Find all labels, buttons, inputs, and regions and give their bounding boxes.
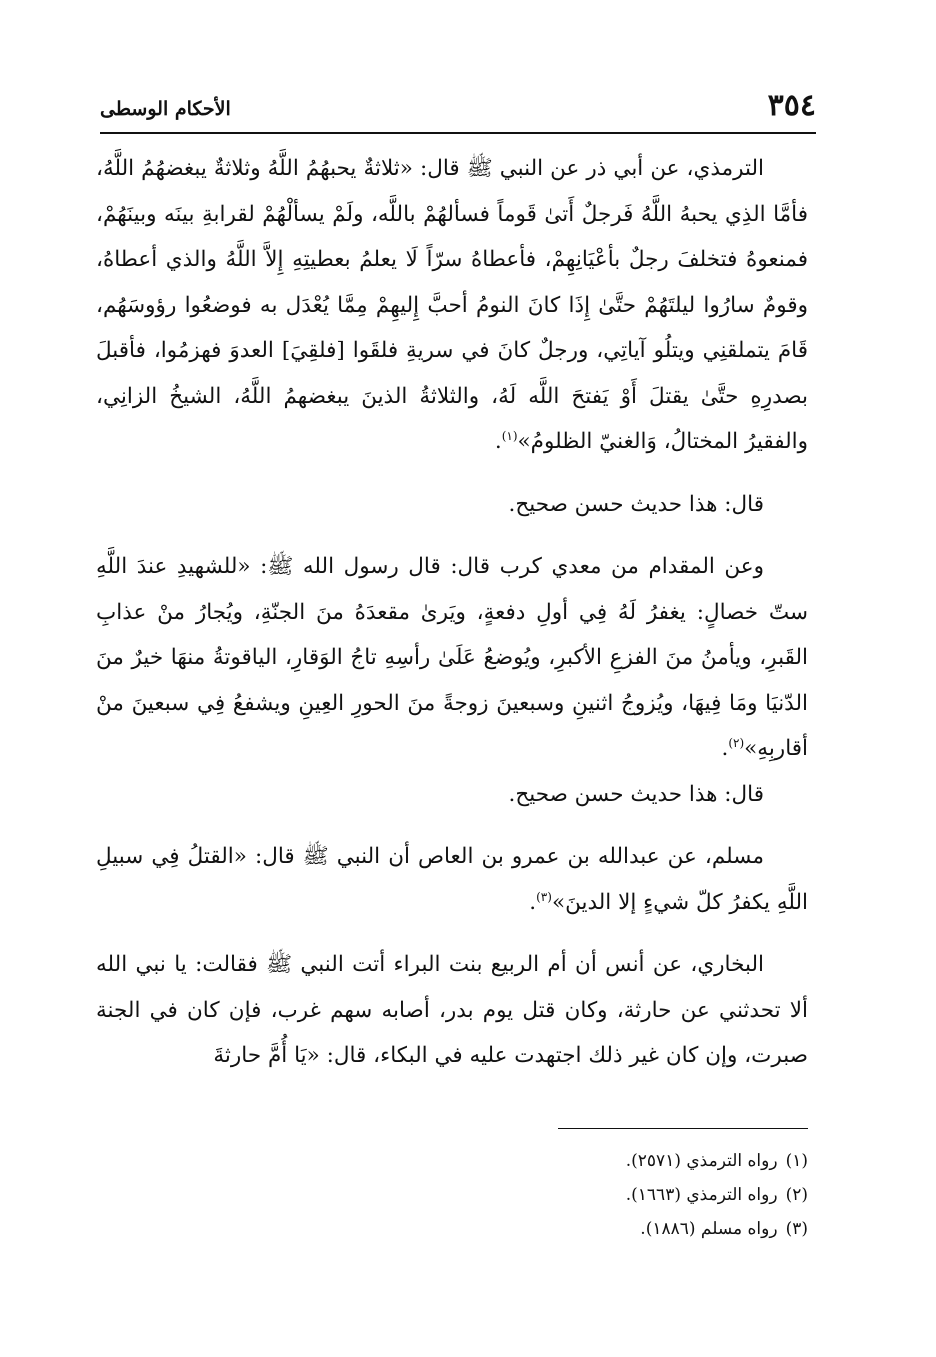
footnote-divider	[558, 1128, 808, 1129]
paragraph-text: قال: هذا حديث حسن صحيح.	[508, 781, 764, 807]
paragraph-text: البخاري، عن أنس أن أم الربيع بنت البراء أتت النبي ﷺ فقالت: يا نبي الله ألا تحدثني عن حارثة، وكان قتل يوم بدر، أصابه سهم غرب، فإن كان في الجنة صبرت، وإن كان غير ذلك اجتهدت عليه في البكاء، قال: «يَا أُمَّ حارثةَ	[96, 952, 808, 1068]
footnote-number: (٣)	[785, 1219, 808, 1239]
footnote-item	[208, 1212, 808, 1246]
footnote-item	[208, 1144, 808, 1178]
paragraph-tirmidhi-hadith: الترمذي، عن أبي ذر عن النبي ﷺ قال: «ثلاثةٌ يحبهُمُ اللَّهُ وثلاثةٌ يبغضهُمُ اللَّهُ، فأمَّا الذِي يحبهُ اللَّهُ فَرجلٌ أَتىٰ قَوماً فسألهُمْ باللَّه، ولَمْ يسألْهُمْ لقرابةِ بينَه وبينَهُمْ، فمنعوهُ فتخلفَ رجلٌ بأعْيَانِهِمْ، فأعطاهُ سرّاً لَا يعلمُ بعطيتِهِ إِلاَّ اللَّهُ والذي أعطاهُ، وقومٌ سارُوا ليلتَهُمْ حتَّىٰ إِذَا كانَ النومُ أحبَّ إِليهِمْ مِمَّا يُعْدَل به فوضعُوا رؤوسَهُم، قَامَ يتملقنِي ويتلُو آياتِي، ورجلٌ كانَ في سريةِ فلقَوا [فلقِيَ] العدوَ فهزمُوا، فأقبلَ بصدرِهِ حتَّىٰ يقتلَ أَوْ يَفتحَ اللَّه لَهُ، والثلاثةُ الذينَ يبغضهمُ اللَّهُ، الشيخُ الزانِي، والفقيرُ المختالُ، وَالغنيّ الظلومُ»$^{(١)}$.	[96, 156, 808, 454]
footnote-text: رواه الترمذي (١٦٦٣).	[625, 1185, 778, 1205]
footnote-text: رواه مسلم (١٨٨٦).	[640, 1219, 778, 1239]
footnote-item	[208, 1178, 808, 1212]
paragraph-bukhari-hadith	[96, 942, 808, 1079]
footnote-number: (٢)	[785, 1185, 808, 1205]
paragraph-text: وعن المقدام من معدي كرب قال: قال رسول الله ﷺ: «للشهيدِ عندَ اللَّهِ ستّ خصالٍ: يغفرُ لَهُ فِي أولِ دفعةٍ، ويَرىٰ مقعدَهُ منَ الجنّةِ، ويُجارُ منْ عذابِ القَبرِ، ويأمنُ منَ الفزعِ الأكبرِ، ويُوضعُ عَلَىٰ رأسِهِ تاجُ الوَقارِ، الياقوتةُ منهَا خيرٌ منَ الدّنيَا ومَا فِيهَا، ويُزوجُ اثنينِ وسبعينَ زوجةً منَ الحورِ العِينِ ويشفعُ فِي سبعينَ منْ أقاربِهِ»	[96, 554, 808, 761]
footnote-number: (١)	[785, 1151, 808, 1171]
footnote-ref: (٢)	[728, 735, 745, 750]
footnote-text: رواه الترمذي (٢٥٧١).	[625, 1151, 778, 1171]
page-number: ٣٥٤	[767, 88, 816, 123]
paragraph-grading	[96, 482, 808, 528]
paragraph-grading	[96, 772, 808, 818]
footnote-ref: (١)	[501, 428, 518, 443]
paragraph-miqdam-hadith: وعن المقدام من معدي كرب قال: قال رسول الله ﷺ: «للشهيدِ عندَ اللَّهِ ستّ خصالٍ: يغفرُ لَهُ فِي أولِ دفعةٍ، ويَرىٰ مقعدَهُ منَ الجنّةِ، ويُجارُ منْ عذابِ القَبرِ، ويأمنُ منَ الفزعِ الأكبرِ، ويُوضعُ عَلَىٰ رأسِهِ تاجُ الوَقارِ، الياقوتةُ منهَا خيرٌ منَ الدّنيَا ومَا فِيهَا، ويُزوجُ اثنينِ وسبعينَ زوجةً منَ الحورِ العِينِ ويشفعُ فِي سبعينَ منْ أقاربِهِ»$^{(٢)}$.	[96, 554, 808, 761]
footnotes	[208, 1144, 808, 1246]
paragraph-muslim-hadith: مسلم، عن عبدالله بن عمرو بن العاص أن النبي ﷺ قال: «القتلُ فِي سبيلِ اللَّهِ يكفرُ كلّ شيءٍ إلا الدينَ»$^{(٣)}$.	[96, 844, 808, 915]
paragraph-text: قال: هذا حديث حسن صحيح.	[508, 491, 764, 517]
paragraph-text: مسلم، عن عبدالله بن عمرو بن العاص أن النبي ﷺ قال: «القتلُ فِي سبيلِ اللَّهِ يكفرُ كلّ شيءٍ إلا الدينَ»	[96, 844, 808, 915]
main-text	[96, 146, 808, 1079]
page-header	[100, 80, 816, 134]
footnote-ref: (٣)	[536, 889, 552, 904]
paragraph-text: الترمذي، عن أبي ذر عن النبي ﷺ قال: «ثلاثةٌ يحبهُمُ اللَّهُ وثلاثةٌ يبغضهُمُ اللَّهُ، فأمَّا الذِي يحبهُ اللَّهُ فَرجلٌ أَتىٰ قَوماً فسألهُمْ باللَّه، ولَمْ يسألْهُمْ لقرابةِ بينَه وبينَهُمْ، فمنعوهُ فتخلفَ رجلٌ بأعْيَانِهِمْ، فأعطاهُ سرّاً لَا يعلمُ بعطيتِهِ إِلاَّ اللَّهُ والذي أعطاهُ، وقومٌ سارُوا ليلتَهُمْ حتَّىٰ إِذَا كانَ النومُ أحبَّ إِليهِمْ مِمَّا يُعْدَل به فوضعُوا رؤوسَهُم، قَامَ يتملقنِي ويتلُو آياتِي، ورجلٌ كانَ في سريةِ فلقَوا [فلقِيَ] العدوَ فهزمُوا، فأقبلَ بصدرِهِ حتَّىٰ يقتلَ أَوْ يَفتحَ اللَّه لَهُ، والثلاثةُ الذينَ يبغضهمُ اللَّهُ، الشيخُ الزانِي، والفقيرُ المختالُ، وَالغنيّ الظلومُ»	[96, 156, 808, 454]
running-title: الأحكام الوسطى	[100, 98, 231, 120]
